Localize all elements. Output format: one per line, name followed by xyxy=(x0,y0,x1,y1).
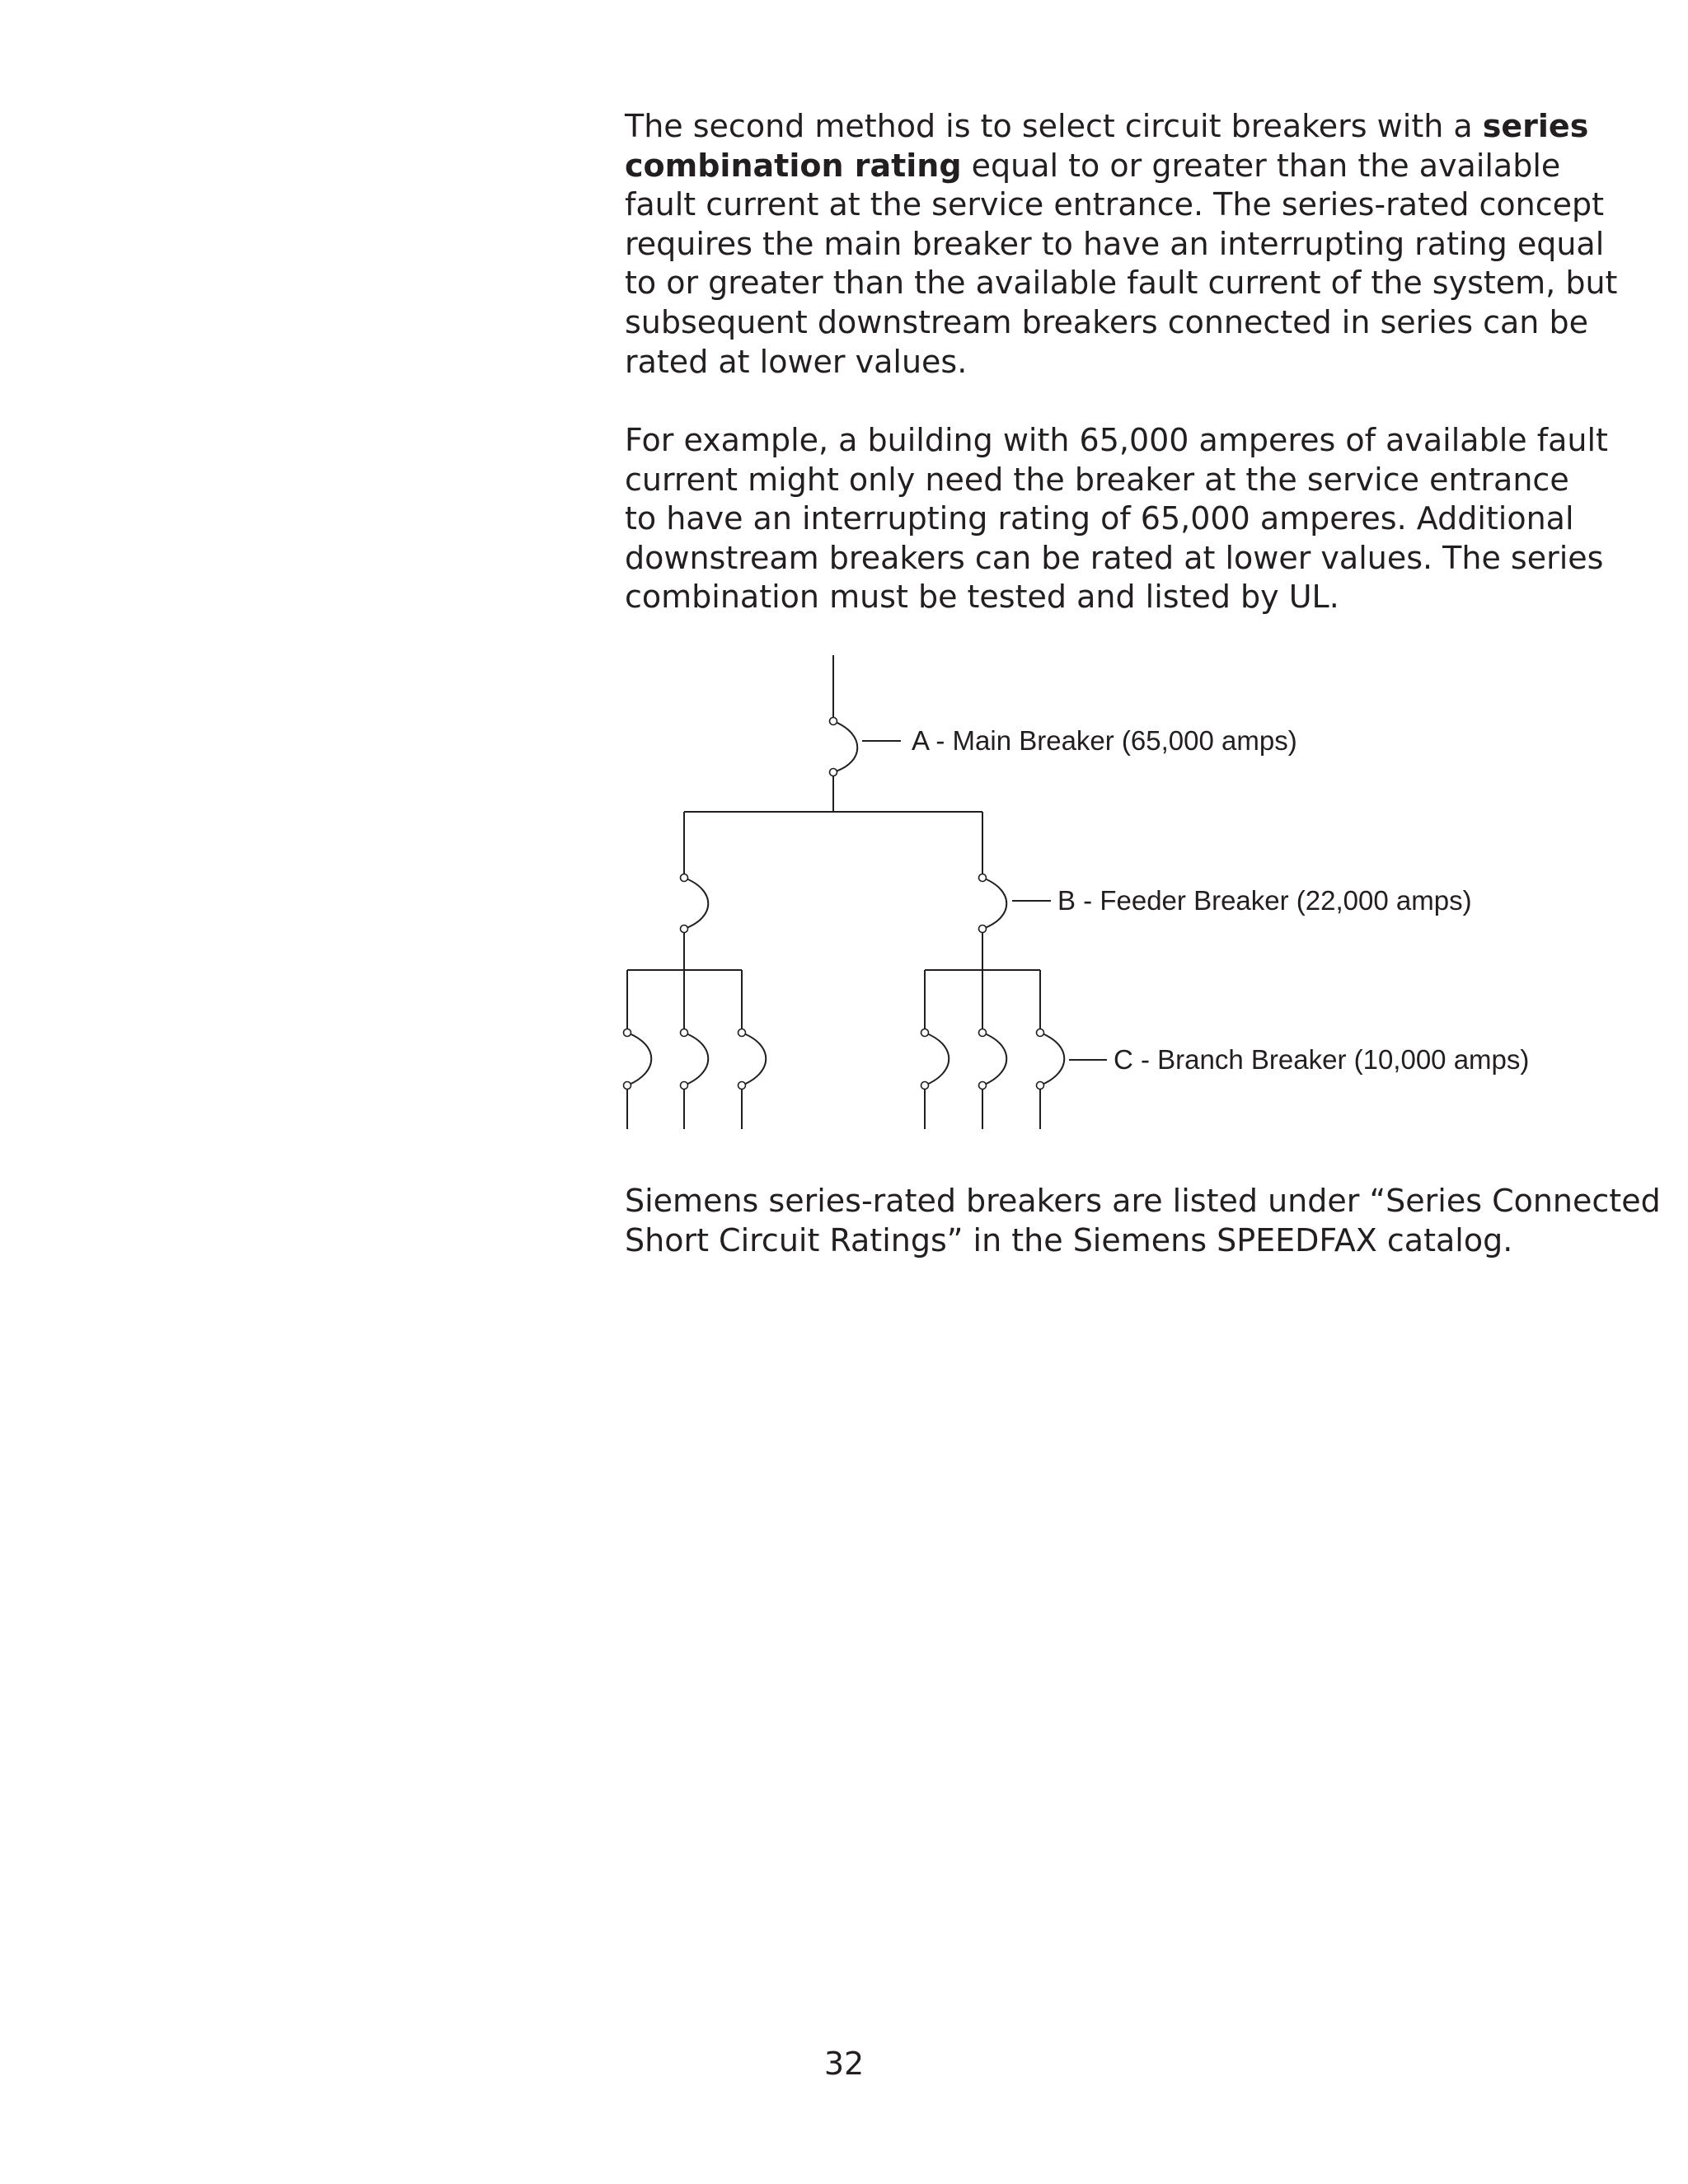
text-line: subsequent downstream breakers connected in series can be xyxy=(625,303,1588,340)
paragraph-speedfax xyxy=(625,1182,1661,1260)
paragraph-example xyxy=(625,421,1614,617)
branch-breaker xyxy=(681,1029,709,1130)
branch-breaker xyxy=(1037,1029,1065,1130)
branch-breaker-label: C - Branch Breaker (10,000 amps) xyxy=(1114,1044,1530,1075)
text-line: requires the main breaker to have an interrupting rating equal xyxy=(625,225,1605,262)
text-line: combination must be tested and listed by UL. xyxy=(625,579,1339,616)
feeder-breaker-right xyxy=(979,874,1007,971)
bold-term: series xyxy=(1482,108,1589,144)
text-line: The second method is to select circuit breakers with a series xyxy=(625,108,1589,144)
main-breaker xyxy=(830,655,858,812)
text-line: Siemens series-rated breakers are listed under “Series Connected xyxy=(625,1183,1661,1219)
branch-bus-right xyxy=(925,970,1040,1033)
text-line: to have an interrupting rating of 65,000 amperes. Additional xyxy=(625,500,1574,537)
series-rating-diagram xyxy=(610,651,1550,1137)
text-line: Short Circuit Ratings” in the Siemens SPEEDFAX catalog. xyxy=(625,1221,1513,1258)
feeder-breaker-label: B - Feeder Breaker (22,000 amps) xyxy=(1057,885,1472,916)
text-line: rated at lower values. xyxy=(625,343,968,380)
feeder-breaker-left xyxy=(681,874,709,971)
page-number: 32 xyxy=(823,2046,865,2082)
branch-breaker xyxy=(624,1029,652,1130)
text-line: combination rating equal to or greater than the available xyxy=(625,147,1561,184)
text-line: downstream breakers can be rated at lower values. The series xyxy=(625,539,1604,576)
branch-breaker xyxy=(979,1029,1007,1130)
main-breaker-label: A - Main Breaker (65,000 amps) xyxy=(912,725,1297,756)
text-line: to or greater than the available fault current of the system, but xyxy=(625,265,1618,302)
branch-bus-left xyxy=(627,970,742,1033)
bold-term: combination rating xyxy=(625,147,962,184)
branch-breaker xyxy=(738,1029,767,1130)
main-bus xyxy=(684,812,982,878)
text-line: fault current at the service entrance. The series-rated concept xyxy=(625,186,1605,223)
paragraph-series-rating xyxy=(625,107,1618,382)
branch-breaker xyxy=(921,1029,950,1130)
text-line: current might only need the breaker at the service entrance xyxy=(625,461,1569,498)
text-line: For example, a building with 65,000 amperes of available fault xyxy=(625,422,1608,458)
